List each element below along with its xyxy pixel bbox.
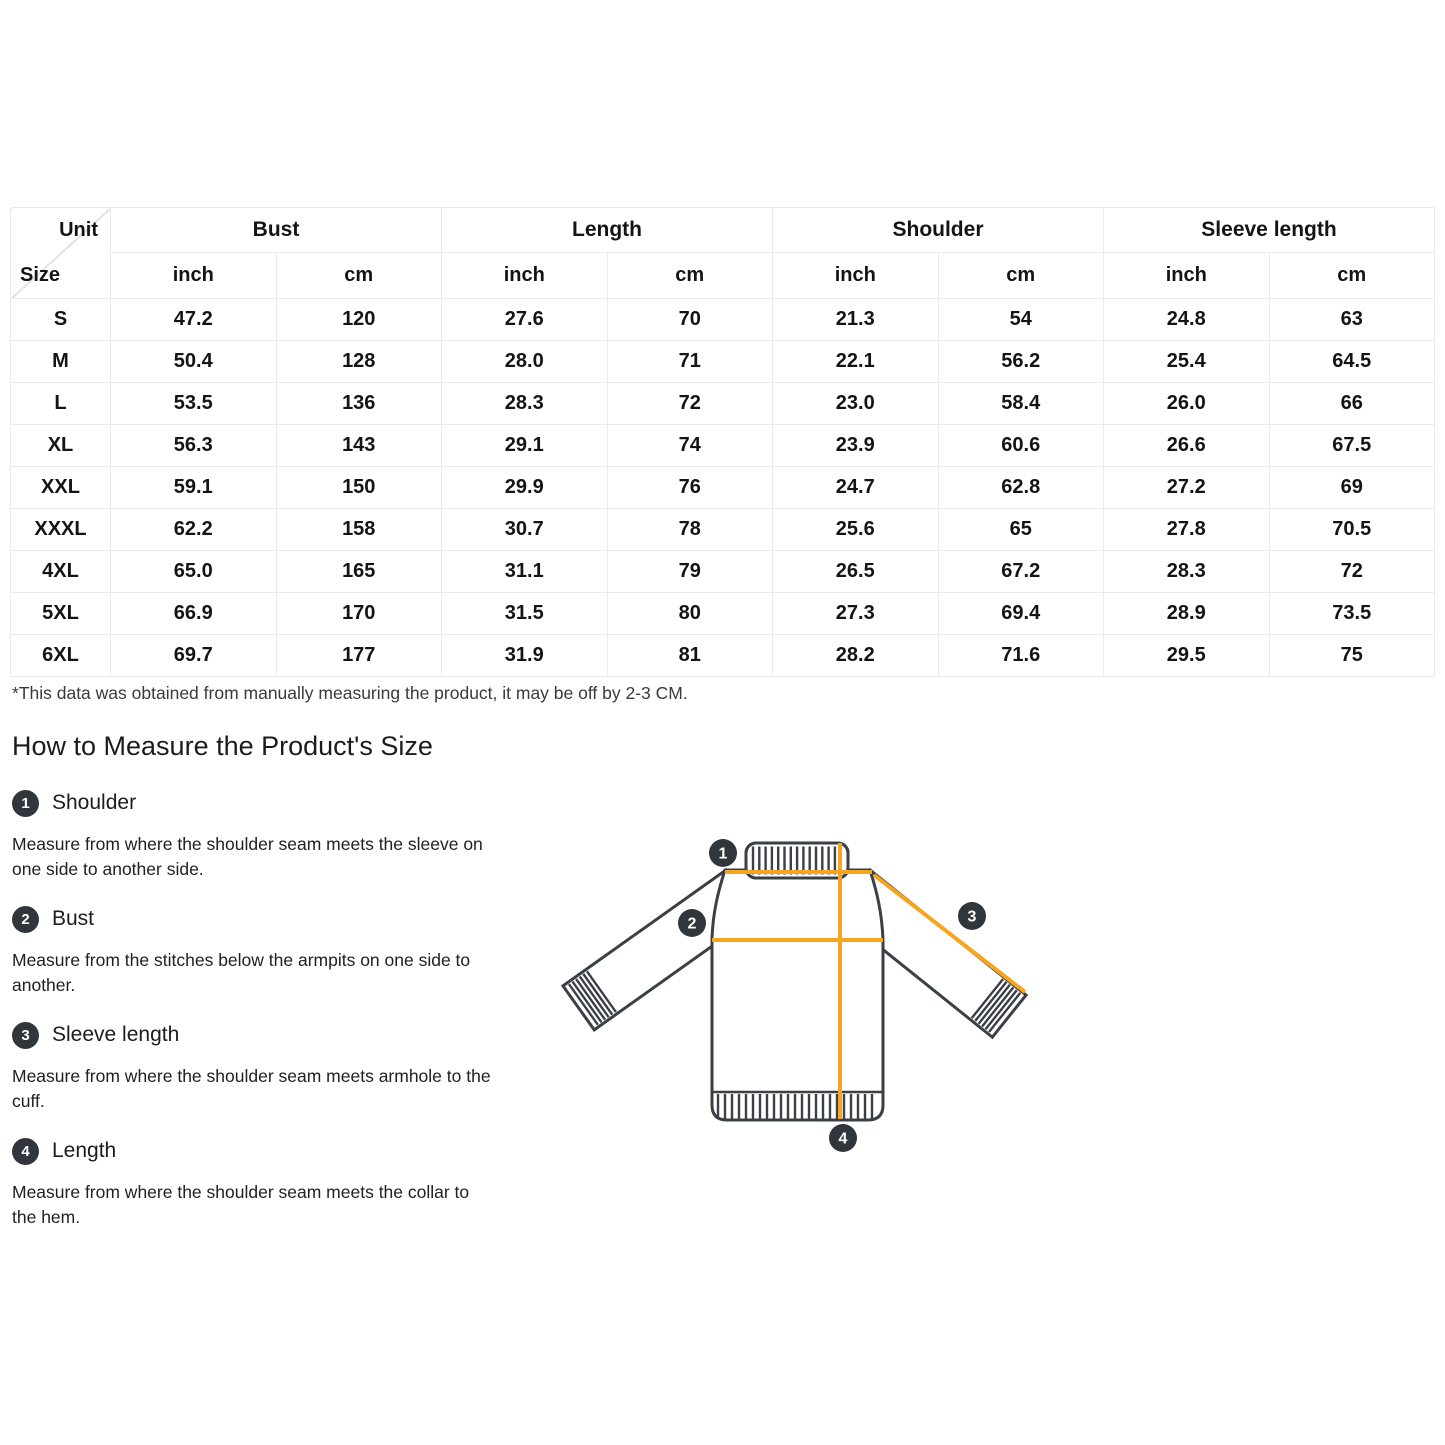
value-cell: 60.6	[938, 425, 1104, 467]
step-number-badge: 4	[12, 1138, 39, 1165]
value-cell: 128	[276, 341, 442, 383]
value-cell: 73.5	[1269, 593, 1435, 635]
value-cell: 69	[1269, 467, 1435, 509]
value-cell: 76	[607, 467, 773, 509]
value-cell: 26.0	[1104, 383, 1270, 425]
value-cell: 25.4	[1104, 341, 1270, 383]
value-cell: 136	[276, 383, 442, 425]
size-cell: L	[11, 383, 111, 425]
value-cell: 165	[276, 551, 442, 593]
value-cell: 69.7	[111, 635, 277, 677]
step-header	[12, 1021, 492, 1049]
measure-step	[12, 789, 492, 882]
value-cell: 72	[607, 383, 773, 425]
size-cell: 4XL	[11, 551, 111, 593]
table-row	[11, 467, 1435, 509]
value-cell: 78	[607, 509, 773, 551]
body-outline	[712, 870, 883, 1120]
unit-header: inch	[773, 253, 939, 299]
size-cell: S	[11, 299, 111, 341]
table-corner-cell	[11, 208, 111, 299]
value-cell: 27.2	[1104, 467, 1270, 509]
step-number-badge: 2	[12, 906, 39, 933]
corner-label-size: Size	[20, 264, 61, 286]
value-cell: 29.5	[1104, 635, 1270, 677]
table-row	[11, 425, 1435, 467]
step-header	[12, 789, 492, 817]
unit-header: cm	[1269, 253, 1435, 299]
section-title: How to Measure the Product's Size	[12, 731, 433, 761]
header-row-groups	[11, 208, 1435, 253]
value-cell: 22.1	[773, 341, 939, 383]
value-cell: 23.9	[773, 425, 939, 467]
value-cell: 24.7	[773, 467, 939, 509]
value-cell: 24.8	[1104, 299, 1270, 341]
value-cell: 31.5	[442, 593, 608, 635]
measure-step	[12, 1021, 492, 1114]
value-cell: 150	[276, 467, 442, 509]
value-cell: 120	[276, 299, 442, 341]
value-cell: 71	[607, 341, 773, 383]
value-cell: 177	[276, 635, 442, 677]
value-cell: 27.6	[442, 299, 608, 341]
value-cell: 158	[276, 509, 442, 551]
table-row	[11, 593, 1435, 635]
value-cell: 54	[938, 299, 1104, 341]
step-description: Measure from where the shoulder seam meets the sleeve on one side to another side.	[12, 834, 483, 879]
size-table-body	[11, 299, 1435, 677]
value-cell: 66.9	[111, 593, 277, 635]
value-cell: 71.6	[938, 635, 1104, 677]
column-group-header: Bust	[111, 208, 442, 253]
step-description: Measure from where the shoulder seam meets the collar to the hem.	[12, 1182, 470, 1227]
header-row-units	[11, 253, 1435, 299]
value-cell: 28.3	[1104, 551, 1270, 593]
diagram-badge-1	[709, 839, 737, 867]
value-cell: 67.2	[938, 551, 1104, 593]
value-cell: 69.4	[938, 593, 1104, 635]
value-cell: 25.6	[773, 509, 939, 551]
value-cell: 28.9	[1104, 593, 1270, 635]
step-title: Shoulder	[52, 791, 137, 814]
value-cell: 170	[276, 593, 442, 635]
value-cell: 59.1	[111, 467, 277, 509]
value-cell: 28.3	[442, 383, 608, 425]
svg-text:3: 3	[967, 908, 977, 926]
value-cell: 74	[607, 425, 773, 467]
unit-header: cm	[938, 253, 1104, 299]
unit-header: inch	[442, 253, 608, 299]
table-row	[11, 299, 1435, 341]
diagram-badge-2	[678, 909, 706, 937]
value-cell: 143	[276, 425, 442, 467]
value-cell: 81	[607, 635, 773, 677]
value-cell: 63	[1269, 299, 1435, 341]
size-cell: M	[11, 341, 111, 383]
diagram-badge-3	[958, 902, 986, 930]
value-cell: 31.1	[442, 551, 608, 593]
step-header	[12, 1137, 492, 1165]
step-description: Measure from where the shoulder seam meets armhole to the cuff.	[12, 1066, 491, 1111]
measure-steps-list	[12, 789, 492, 1253]
value-cell: 47.2	[111, 299, 277, 341]
value-cell: 80	[607, 593, 773, 635]
svg-text:2: 2	[687, 915, 697, 933]
value-cell: 65	[938, 509, 1104, 551]
value-cell: 26.5	[773, 551, 939, 593]
size-table-head	[11, 208, 1435, 299]
value-cell: 62.8	[938, 467, 1104, 509]
column-group-header: Sleeve length	[1104, 208, 1435, 253]
value-cell: 70.5	[1269, 509, 1435, 551]
value-cell: 70	[607, 299, 773, 341]
value-cell: 27.3	[773, 593, 939, 635]
unit-header: cm	[276, 253, 442, 299]
value-cell: 56.2	[938, 341, 1104, 383]
size-table	[10, 207, 1435, 677]
size-table-section	[10, 207, 1435, 677]
step-number-badge: 1	[12, 790, 39, 817]
size-cell: XXXL	[11, 509, 111, 551]
step-number-badge: 3	[12, 1022, 39, 1049]
diagram-badge-4	[829, 1124, 857, 1152]
value-cell: 29.9	[442, 467, 608, 509]
measure-step	[12, 905, 492, 998]
table-row	[11, 509, 1435, 551]
step-title: Length	[52, 1139, 117, 1162]
unit-header: cm	[607, 253, 773, 299]
value-cell: 56.3	[111, 425, 277, 467]
value-cell: 28.0	[442, 341, 608, 383]
table-row	[11, 383, 1435, 425]
value-cell: 30.7	[442, 509, 608, 551]
value-cell: 72	[1269, 551, 1435, 593]
step-description: Measure from the stitches below the armpits on one side to another.	[12, 950, 471, 995]
value-cell: 53.5	[111, 383, 277, 425]
value-cell: 58.4	[938, 383, 1104, 425]
value-cell: 29.1	[442, 425, 608, 467]
unit-header: inch	[111, 253, 277, 299]
step-header	[12, 905, 492, 933]
size-cell: 5XL	[11, 593, 111, 635]
value-cell: 64.5	[1269, 341, 1435, 383]
column-group-header: Length	[442, 208, 773, 253]
value-cell: 79	[607, 551, 773, 593]
size-cell: XL	[11, 425, 111, 467]
column-group-header: Shoulder	[773, 208, 1104, 253]
value-cell: 67.5	[1269, 425, 1435, 467]
value-cell: 66	[1269, 383, 1435, 425]
svg-text:1: 1	[718, 845, 728, 863]
svg-text:4: 4	[838, 1130, 848, 1148]
unit-header: inch	[1104, 253, 1270, 299]
value-cell: 26.6	[1104, 425, 1270, 467]
value-cell: 62.2	[111, 509, 277, 551]
table-row	[11, 551, 1435, 593]
value-cell: 75	[1269, 635, 1435, 677]
value-cell: 50.4	[111, 341, 277, 383]
step-title: Sleeve length	[52, 1023, 180, 1046]
size-cell: 6XL	[11, 635, 111, 677]
measure-step	[12, 1137, 492, 1230]
corner-label-unit: Unit	[59, 219, 98, 241]
table-row	[11, 635, 1435, 677]
size-cell: XXL	[11, 467, 111, 509]
value-cell: 27.8	[1104, 509, 1270, 551]
value-cell: 31.9	[442, 635, 608, 677]
value-cell: 65.0	[111, 551, 277, 593]
value-cell: 23.0	[773, 383, 939, 425]
value-cell: 21.3	[773, 299, 939, 341]
sweater-measurement-diagram	[550, 820, 1070, 1180]
value-cell: 28.2	[773, 635, 939, 677]
step-title: Bust	[52, 907, 95, 930]
table-row	[11, 341, 1435, 383]
table-footnote: *This data was obtained from manually measuring the product, it may be off by 2-3 CM.	[12, 683, 688, 703]
